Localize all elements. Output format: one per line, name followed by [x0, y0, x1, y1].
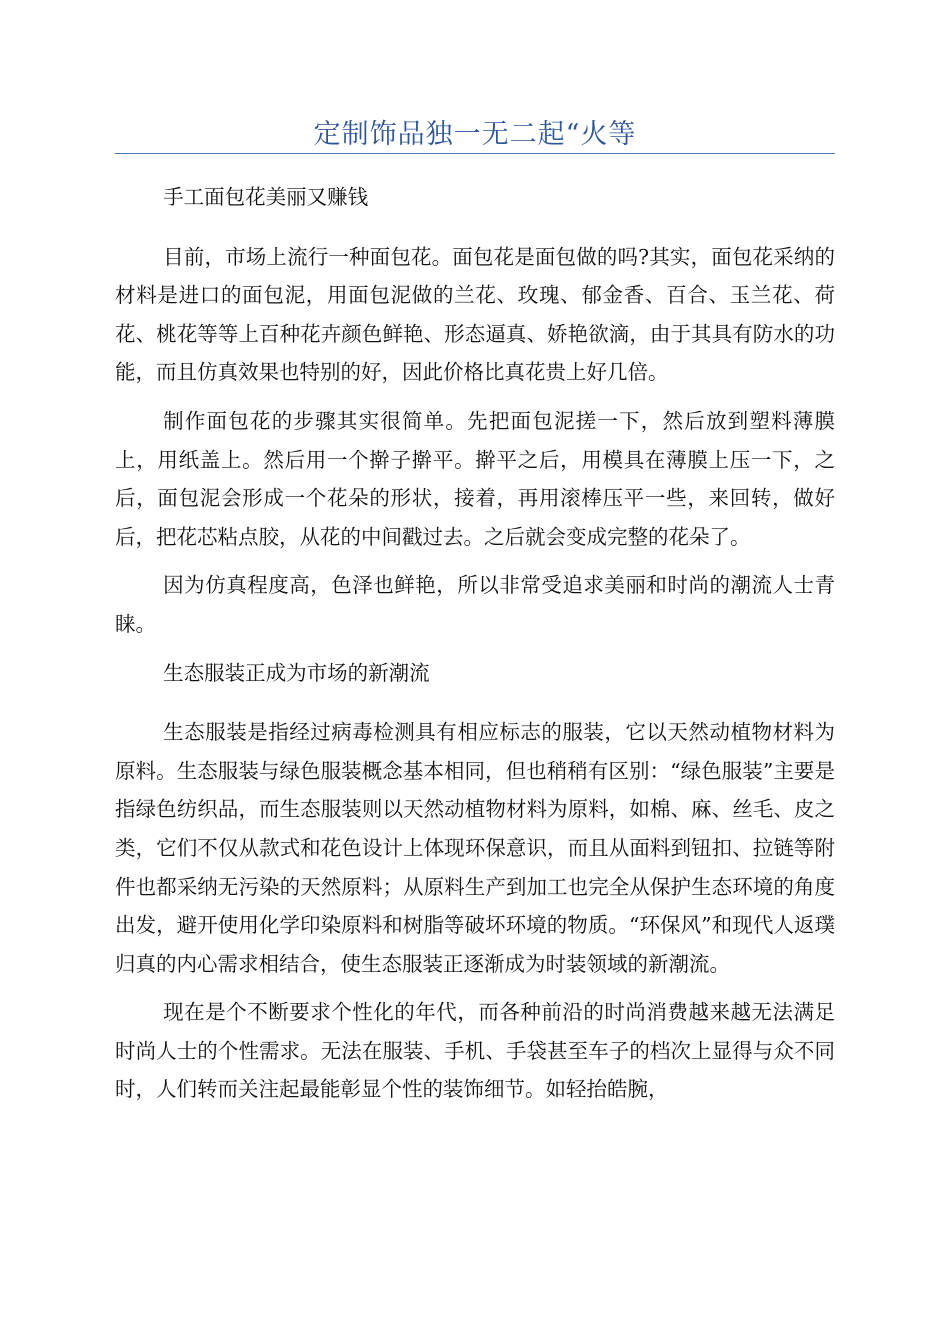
subheading-eco-clothing: 生态服装正成为市场的新潮流 [163, 660, 430, 685]
document-body [115, 178, 835, 1119]
paragraph: 现在是个不断要求个性化的年代，而各种前沿的时尚消费越来越无法满足时尚人士的个性需求。无法在服装、手机、手袋甚至车子的档次上显得与众不同时，人们转而关注起最能彰显个性的装饰细节。如轻抬皓腕， [115, 1000, 835, 1102]
paragraph: 因为仿真程度高，色泽也鲜艳，所以非常受追求美丽和时尚的潮流人士青睐。 [115, 573, 835, 636]
subheading-bread-flowers: 手工面包花美丽又赚钱 [163, 185, 369, 209]
document-title: 定制饰品独一无二起“火等 [313, 119, 637, 150]
paragraph: 制作面包花的步骤其实很简单。先把面包泥搓一下，然后放到塑料薄膜上，用纸盖上。然后用一个擀子擀平。擀平之后，用模具在薄膜上压一下，之后，面包泥会形成一个花朵的形状，接着，再用滚棒压平一些，来回转，做好后，把花芯粘点胶，从花的中间戳过去。之后就会变成完整的花朵了。 [115, 408, 835, 549]
title-underline [115, 153, 835, 154]
paragraph: 生态服装是指经过病毒检测具有相应标志的服装，它以天然动植物材料为原料。生态服装与绿色服装概念基本相同，但也稍稍有区别：“绿色服装”主要是指绿色纺织品，而生态服装则以天然动植物材料为原料，如棉、麻、丝毛、皮之类，它们不仅从款式和花色设计上体现环保意识，而且从面料到钮扣、拉链等附件也都采纳无污染的天然原料；从原料生产到加工也完全从保护生态环境的角度出发，避开使用化学印染原料和树脂等破坏环境的物质。“环保风”和现代人返璞归真的内心需求相结合，使生态服装正逐渐成为时装领域的新潮流。 [115, 720, 835, 976]
paragraph: 目前，市场上流行一种面包花。面包花是面包做的吗?其实，面包花采纳的材料是进口的面包泥，用面包泥做的兰花、玫瑰、郁金香、百合、玉兰花、荷花、桃花等等上百种花卉颜色鲜艳、形态逼真、娇艳欲滴，由于其具有防水的功能，而且仿真效果也特别的好，因此价格比真花贵上好几倍。 [115, 244, 835, 385]
